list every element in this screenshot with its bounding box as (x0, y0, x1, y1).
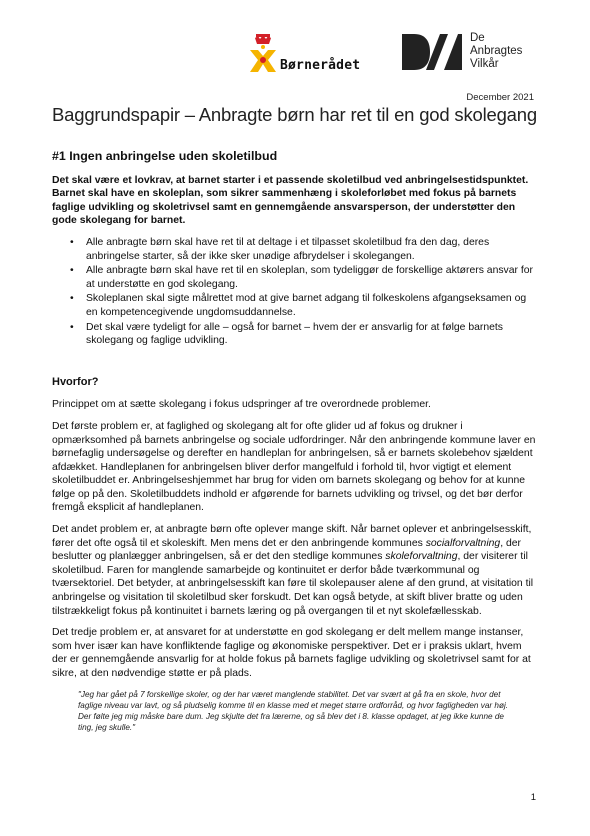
why-heading: Hvorfor? (52, 375, 99, 388)
document-body (52, 150, 538, 733)
bornerad-logo (244, 28, 394, 80)
header-logos (244, 28, 544, 80)
section-lead: Det skal være et lovkrav, at barnet starter i et passende skoletilbud ved anbringelsestidspunktet. Barnet skal have en skoleplan, som sikrer sammenhæng i skoleforløbet med fokus på barnets faglige udvikling og skoletrivsel samt en gennemgående ansvarsperson, der understøtter den gode skolegang for barnet. (52, 174, 529, 227)
list-item: • Alle anbragte børn skal have ret til at deltage i et tilpasset skoletilbud fra den dag, deres anbringelse starter, så der ikke sker unødige afbrydelser i skolegangen. (86, 236, 538, 263)
list-item: • Alle anbragte børn skal have ret til en skoleplan, som tydeliggør de forskellige aktørers ansvar for at understøtte en god skolegang. (86, 264, 538, 291)
paragraph-problem-1: Det første problem er, at faglighed og skolegang alt for ofte glider ud af fokus og drukner i opmærksomhed på barnets anbringelse og sociale udfordringer. Når den anbringende kommune laver en børnefaglig undersøgelse og derefter en handleplan for anbringelsen, så er barnets skolebehov sjældent afdækket. Handleplanen for anbringelsen bliver derfor mangelfuld i forhold til, hvor vigtigt et element skoletilbuddet er. Anbringelseshjemmet har brug for viden om barnets skolegang og behov for at kunne følge op på den. Skoletilbuddets indhold er afgørende for barnets udvikling og trivsel, og det bør derfor fremgå eksplicit af handleplanen. (52, 420, 536, 514)
emphasis-skoleforvaltning: skoleforvaltning (385, 551, 458, 563)
document-date: December 2021 (466, 92, 534, 103)
bullet-list (52, 236, 538, 348)
list-item: • Det skal være tydeligt for alle – også for barnet – hvem der er ansvarlig for at følge barnets skolegang og faglige udvikling. (86, 321, 538, 348)
quote-block: "Jeg har gået på 7 forskellige skoler, og der har været manglende stabilitet. Det var svært at gå fra en skole, hvor det faglige niveau var lavt, og så pludselig komme til en klasse med et meget større ordforråd, og hvor fagligheden var høj. Der følte jeg mig måske bare dum. Jeg skjulte det fra lærerne, og så blev det i 8. klasse opdaget, at jeg ikke kunne de ting, jeg skulle." (78, 689, 509, 733)
bornerad-wordmark: Børnerådet (280, 58, 361, 73)
emphasis-socialforvaltning: socialforvaltning (425, 537, 501, 549)
crown-emblem-icon (244, 32, 282, 76)
paragraph-problem-2: Det andet problem er, at anbragte børn ofte oplever mange skift. Når barnet oplever et anbringelsesskift, fører det ofte også til et skoleskift. Men mens det er den anbringende kommunes socialforvaltning, der beslutter og planlægger anbringelsen, så er det den stedlige kommunes skoleforvaltning, der visiterer til skoletilbud. Faren for manglende samarbejde og kontinuitet er derfor både tværkommunal og tværsektoriel. Det betyder, at anbringelsesskift kan føre til skolepauser alene af den grund, at visitation til anbringelse og visitation til skoletilbud sker forskudt. Det kan også betyde, at skift bliver bratte og uden tilstrækkeligt fokus på kontinuitet i barnets læring og på overgangen til et nyt skolefællesskab. (52, 524, 534, 617)
dav-monogram-icon (400, 32, 462, 72)
page-title: Baggrundspapir – Anbragte børn har ret til en god skolegang (52, 104, 537, 125)
page-number: 1 (530, 792, 536, 803)
section-heading: #1 Ingen anbringelse uden skoletilbud (52, 149, 278, 163)
list-item: • Skoleplanen skal sigte målrettet mod at give barnet adgang til folkeskolens afgangseksamen og en kompetencegivende ungdomsuddannelse. (86, 292, 538, 319)
paragraph-intro: Princippet om at sætte skolegang i fokus udspringer af tre overordnede problemer. (52, 399, 431, 411)
dav-wordmark: De Anbragtes Vilkår (470, 32, 523, 70)
paragraph-problem-3: Det tredje problem er, at ansvaret for at understøtte en god skolegang er delt mellem mange instanser, som hver især kan have konfliktende faglige og økonomiske perspektiver. Det er i praksis uklart, hvem der er gennemgående ansvarlig for at holde fokus på barnets faglige udvikling og skoletrivsel samt for at sikre, at den nødvendige støtte er på plads. (52, 627, 531, 679)
de-anbragtes-vilkaar-logo (400, 30, 550, 78)
